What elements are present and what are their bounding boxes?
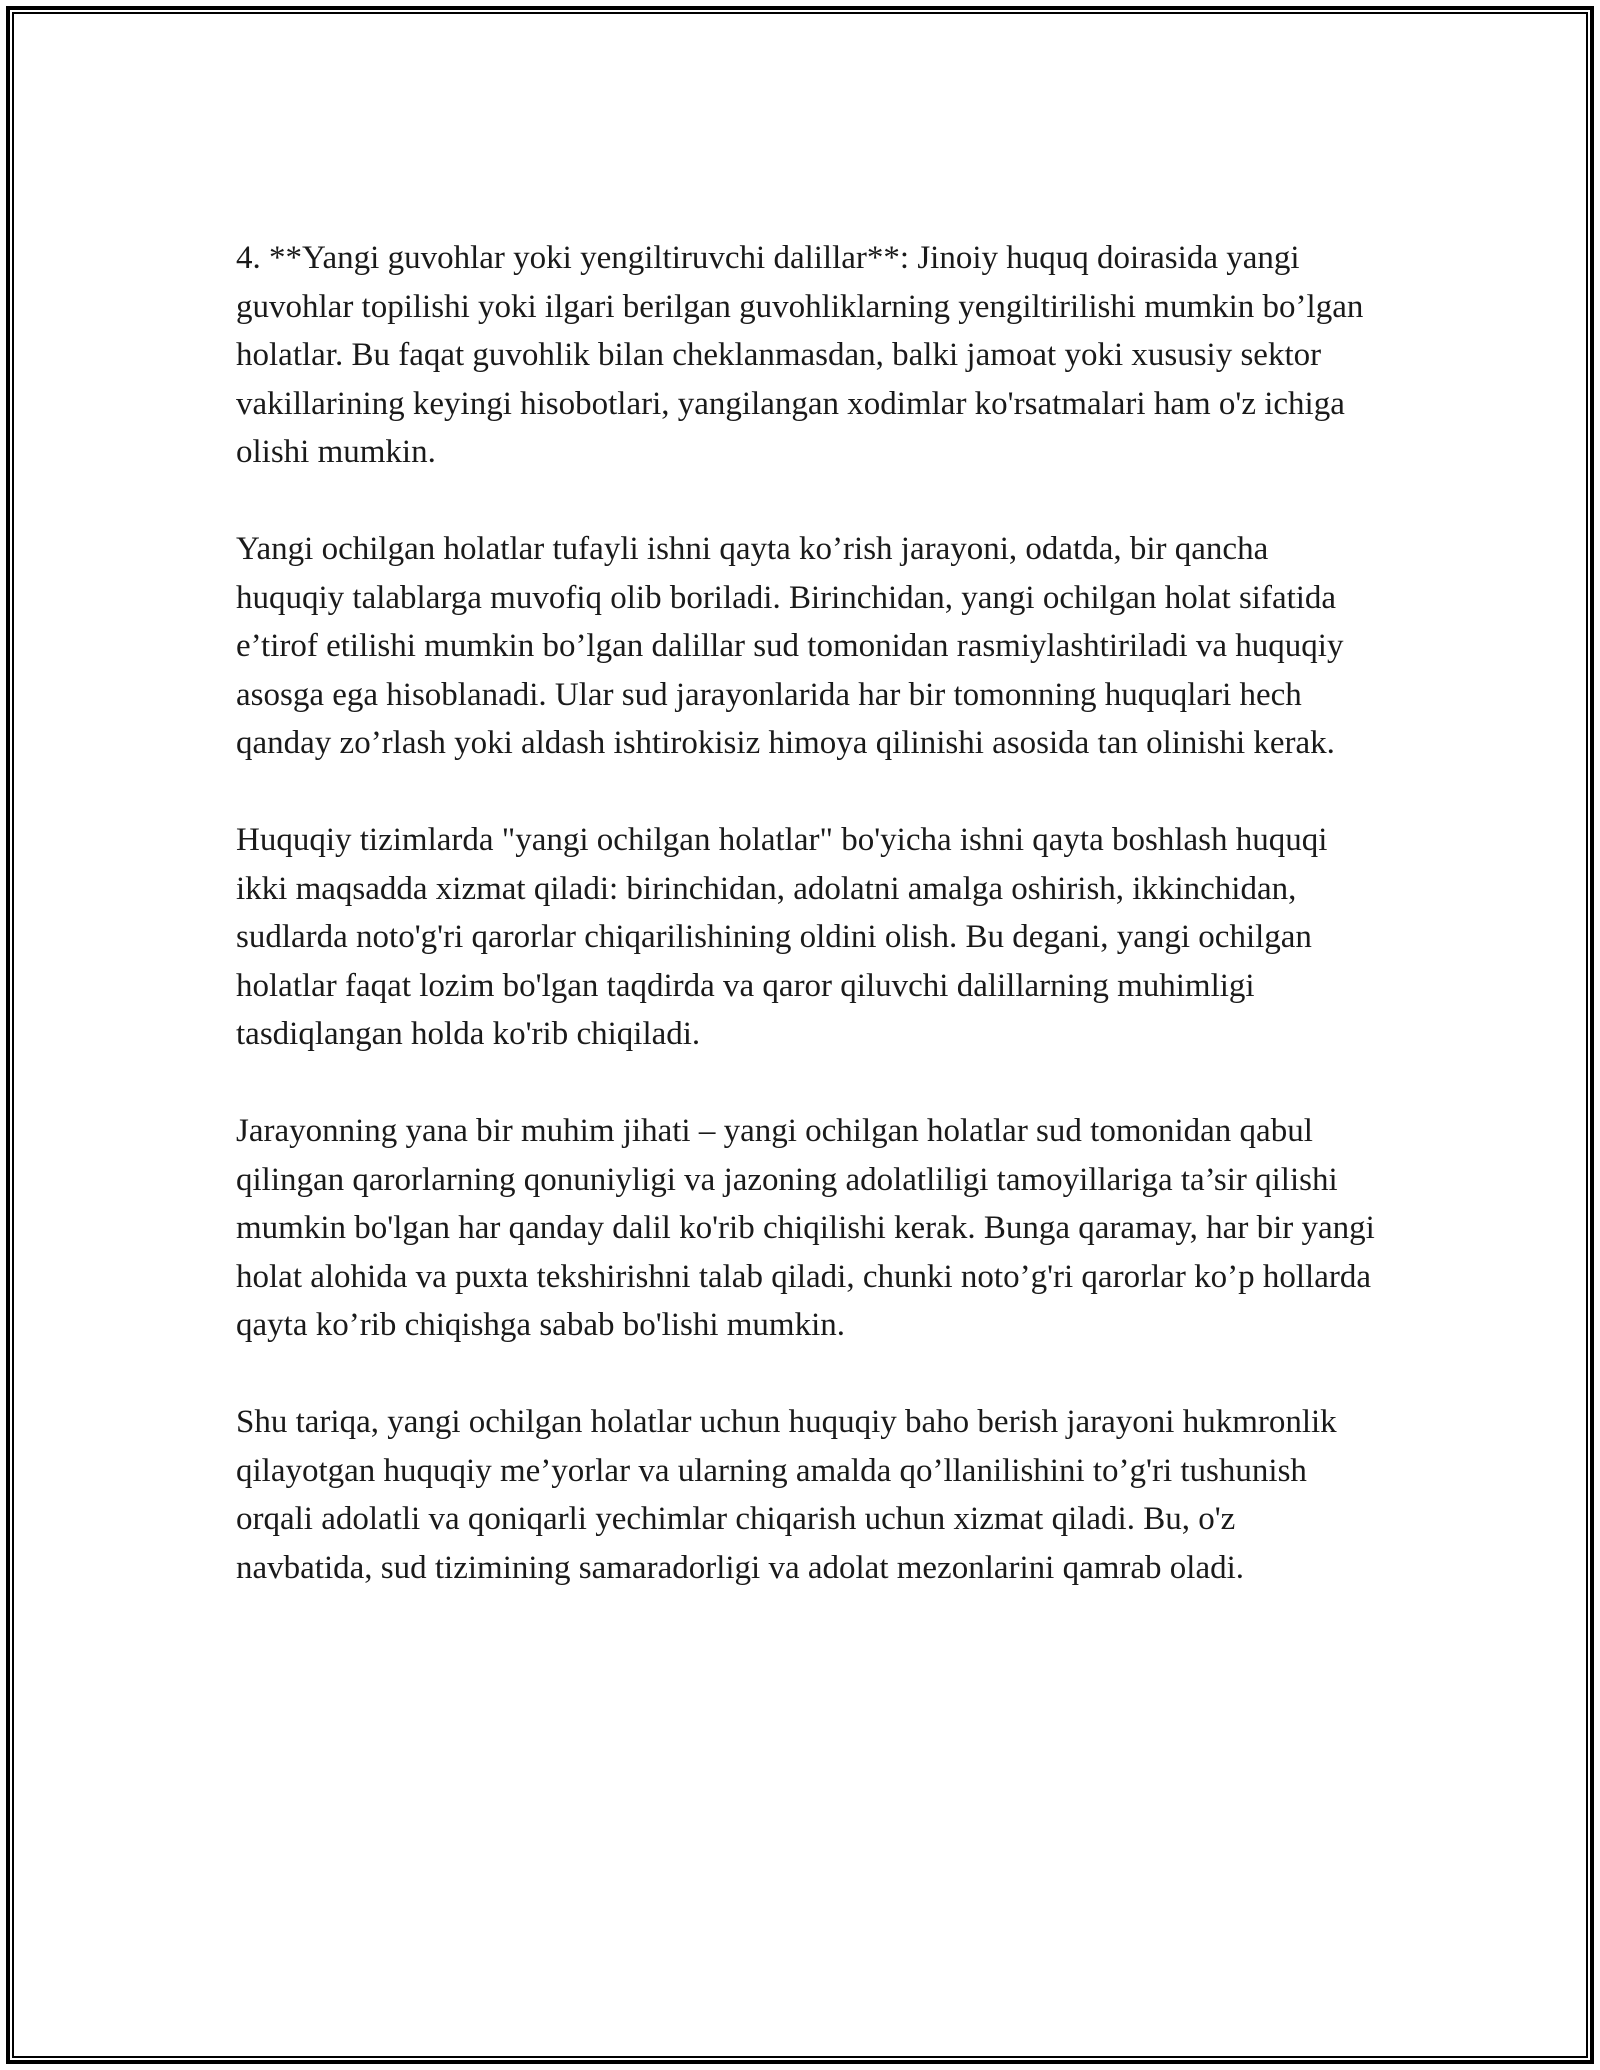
paragraph-conclusion: Shu tariqa, yangi ochilgan holatlar uchun huquqiy baho berish jarayoni hukmronlik qilayotgan huquqiy me’yorlar va ularning amalda qo’llanilishini to’g'ri tushunish orqali adolatli va qoniqarli yechimlar chiqarish uchun xizmat qiladi. Bu, o'z navbatida, sud tizimining samaradorligi va adolat mezonlarini qamrab oladi.: [236, 1404, 1337, 1586]
document-body: [236, 234, 1376, 1641]
paragraph-new-witnesses: 4. **Yangi guvohlar yoki yengiltiruvchi dalillar**: Jinoiy huquq doirasida yangi guvohlar topilishi yoki ilgari berilgan guvohliklarning yengiltirilishi mumkin bo’lgan holatlar. Bu faqat guvohlik bilan cheklanmasdan, balki jamoat yoki xususiy sektor vakillarining keyingi hisobotlari, yangilangan xodimlar ko'rsatmalari ham o'z ichiga olishi mumkin.: [236, 240, 1364, 470]
paragraph-important-aspect: Jarayonning yana bir muhim jihati – yangi ochilgan holatlar sud tomonidan qabul qilingan qarorlarning qonuniyligi va jazoning adolatliligi tamoyillariga ta’sir qilishi mumkin bo'lgan har qanday dalil ko'rib chiqilishi kerak. Bunga qaramay, har bir yangi holat alohida va puxta tekshirishni talab qiladi, chunki noto’g'ri qarorlar ko’p hollarda qayta ko’rib chiqishga sabab bo'lishi mumkin.: [236, 1113, 1375, 1343]
paragraph-review-process: Yangi ochilgan holatlar tufayli ishni qayta ko’rish jarayoni, odatda, bir qancha huquqiy talablarga muvofiq olib boriladi. Birinchidan, yangi ochilgan holat sifatida e’tirof etilishi mumkin bo’lgan dalillar sud tomonidan rasmiylashtiriladi va huquqiy asosga ega hisoblanadi. Ular sud jarayonlarida har bir tomonning huquqlari hech qanday zo’rlash yoki aldash ishtirokisiz himoya qilinishi asosida tan olinishi kerak.: [236, 531, 1344, 761]
paragraph-legal-systems: Huquqiy tizimlarda "yangi ochilgan holatlar" bo'yicha ishni qayta boshlash huquqi ikki maqsadda xizmat qiladi: birinchidan, adolatni amalga oshirish, ikkinchidan, sudlarda noto'g'ri qarorlar chiqarilishining oldini olish. Bu degani, yangi ochilgan holatlar faqat lozim bo'lgan taqdirda va qaror qiluvchi dalillarning muhimligi tasdiqlangan holda ko'rib chiqiladi.: [236, 822, 1328, 1052]
